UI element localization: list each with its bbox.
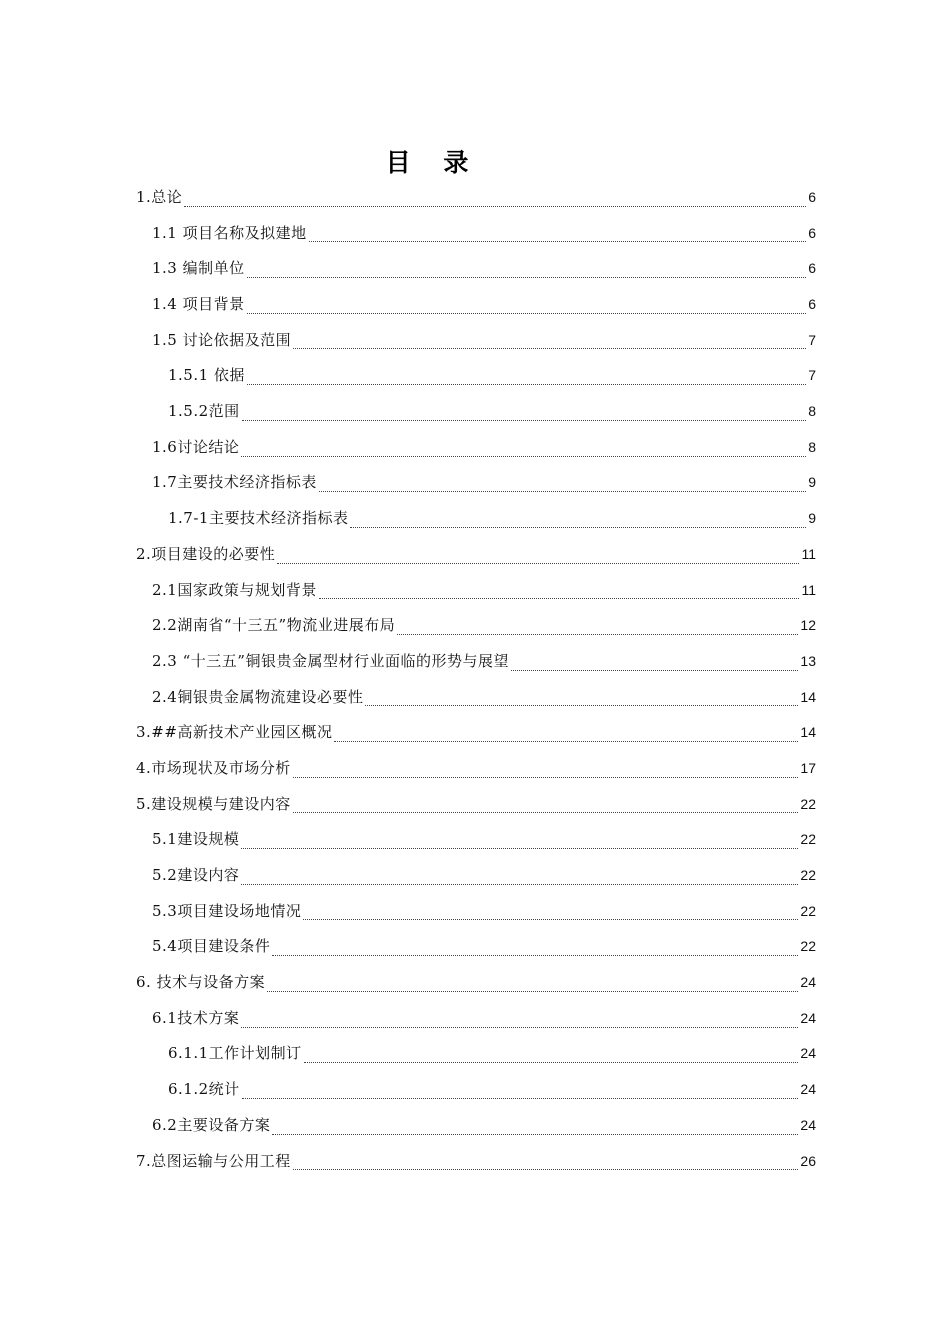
toc-entry-page-number: 6 [808,260,816,277]
toc-entry-page-number: 9 [808,474,816,491]
toc-entry-page-number: 22 [800,867,816,884]
toc-entry[interactable] [136,787,816,823]
toc-entry[interactable] [136,216,816,252]
dot-leader [277,563,799,564]
dot-leader [303,919,798,920]
toc-entry-page-number: 22 [800,902,816,919]
toc-entry-label: 1.5.2范围 [168,402,240,421]
dot-leader [293,1169,799,1170]
toc-entry-page-number: 7 [808,367,816,384]
toc-entry[interactable] [136,466,816,502]
toc-entry[interactable] [136,929,816,965]
toc-entry-page-number: 24 [800,974,816,991]
toc-entry-page-number: 14 [800,724,816,741]
dot-leader [293,348,806,349]
toc-entry-label: 2.3 “十三五”铜银贵金属型材行业面临的形势与展望 [152,651,509,670]
toc-entry-label: 1.7主要技术经济指标表 [152,473,317,492]
toc-entry-label: 6.1.1工作计划制订 [168,1044,302,1063]
dot-leader [293,777,799,778]
toc-entry-page-number: 6 [808,188,816,205]
toc-entry-label: 2.4铜银贵金属物流建设必要性 [152,687,364,706]
toc-entry-page-number: 24 [800,1081,816,1098]
toc-entry-label: 6.2主要设备方案 [152,1115,271,1134]
toc-entry[interactable] [136,608,816,644]
toc-entry-page-number: 12 [800,617,816,634]
toc-entry[interactable] [136,323,816,359]
toc-entry-page-number: 11 [801,545,816,562]
page-title: 目 录 [385,148,481,177]
toc-entry[interactable] [136,644,816,680]
toc-entry-page-number: 8 [808,403,816,420]
toc-entry[interactable] [136,858,816,894]
dot-leader [350,527,806,528]
dot-leader [272,955,798,956]
toc-entry-label: 2.2湖南省“十三五”物流业进展布局 [152,616,396,635]
dot-leader [365,705,798,706]
dot-leader [304,1062,799,1063]
dot-leader [319,491,806,492]
toc-entry[interactable] [136,501,816,537]
toc-entry-label: 6.1.2统计 [168,1080,240,1099]
toc-entry-page-number: 9 [808,510,816,527]
toc-entry-label: 5.2建设内容 [152,866,240,885]
dot-leader [267,991,798,992]
dot-leader [272,1134,798,1135]
toc-entry-page-number: 13 [800,652,816,669]
dot-leader [242,420,807,421]
dot-leader [319,598,800,599]
toc-entry[interactable] [136,537,816,573]
toc-entry[interactable] [136,287,816,323]
toc-entry-label: 6.1技术方案 [152,1008,240,1027]
dot-leader [334,741,798,742]
toc-entry[interactable] [136,251,816,287]
toc-entry-label: 5.建设规模与建设内容 [136,794,291,813]
dot-leader [293,812,799,813]
toc-entry-label: 1.6讨论结论 [152,437,240,456]
toc-entry-page-number: 6 [808,224,816,241]
dot-leader [511,670,798,671]
toc-entry-label: 3.##高新技术产业园区概况 [136,723,333,742]
toc-entry[interactable] [136,1144,816,1180]
dot-leader [241,884,798,885]
toc-entry[interactable] [136,715,816,751]
toc-entry-page-number: 22 [800,938,816,955]
toc-entry[interactable] [136,680,816,716]
dot-leader [184,206,806,207]
toc-entry-label: 1.3 编制单位 [152,259,245,278]
toc-entry-page-number: 24 [800,1009,816,1026]
toc-entry-label: 1.5 讨论依据及范围 [152,330,292,349]
dot-leader [247,313,807,314]
dot-leader [242,1098,799,1099]
toc-entry-page-number: 24 [800,1116,816,1133]
toc-entry[interactable] [136,1037,816,1073]
toc-entry-page-number: 8 [808,438,816,455]
toc-entry-label: 1.1 项目名称及拟建地 [152,223,307,242]
toc-entry[interactable] [136,751,816,787]
toc-entry-label: 5.3项目建设场地情况 [152,901,302,920]
toc-entry-label: 1.总论 [136,187,183,206]
toc-entry-label: 2.项目建设的必要性 [136,544,276,563]
toc-entry-label: 6. 技术与设备方案 [136,973,266,992]
toc-entry[interactable] [136,394,816,430]
toc-entry-page-number: 22 [800,831,816,848]
toc-entry-page-number: 14 [800,688,816,705]
toc-entry[interactable] [136,358,816,394]
toc-entry-label: 1.7-1主要技术经济指标表 [168,509,349,528]
dot-leader [241,1027,798,1028]
dot-leader [247,384,806,385]
toc-entry[interactable] [136,1072,816,1108]
table-of-contents [136,180,816,1179]
toc-entry[interactable] [136,1108,816,1144]
toc-entry[interactable] [136,573,816,609]
toc-entry-label: 5.1建设规模 [152,830,240,849]
toc-entry-label: 7.总图运输与公用工程 [136,1151,291,1170]
toc-entry-label: 5.4项目建设条件 [152,937,271,956]
dot-leader [247,277,807,278]
toc-entry[interactable] [136,894,816,930]
dot-leader [241,848,798,849]
toc-entry-page-number: 7 [808,331,816,348]
toc-entry-page-number: 11 [801,581,816,598]
toc-entry-page-number: 24 [800,1045,816,1062]
dot-leader [241,456,806,457]
toc-entry[interactable] [136,180,816,216]
toc-entry[interactable] [136,822,816,858]
toc-entry-label: 4.市场现状及市场分析 [136,758,291,777]
toc-entry[interactable] [136,1001,816,1037]
toc-entry-label: 1.5.1 依据 [168,366,245,385]
toc-entry-page-number: 17 [800,759,816,776]
toc-entry-label: 2.1国家政策与规划背景 [152,580,317,599]
dot-leader [397,634,798,635]
toc-entry-page-number: 6 [808,296,816,313]
dot-leader [309,241,807,242]
toc-entry[interactable] [136,430,816,466]
toc-entry-page-number: 22 [800,795,816,812]
toc-entry[interactable] [136,965,816,1001]
toc-entry-page-number: 26 [800,1152,816,1169]
toc-entry-label: 1.4 项目背景 [152,295,245,314]
